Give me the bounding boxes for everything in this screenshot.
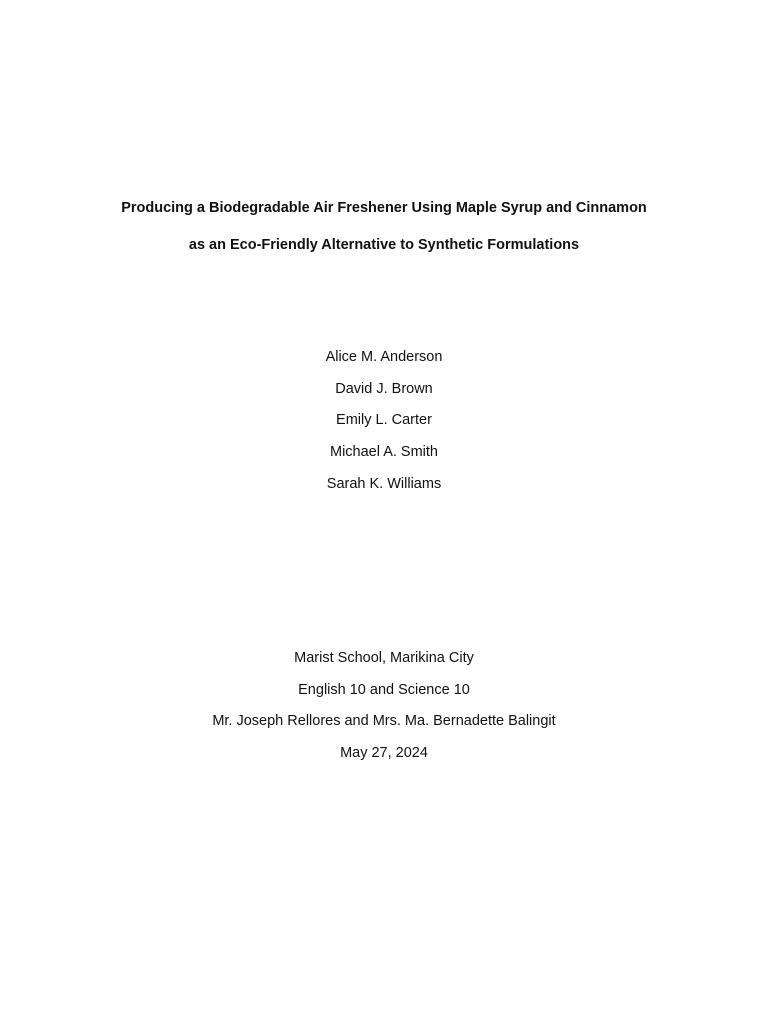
author-name: Emily L. Carter [336, 412, 432, 429]
paper-title-line-1: Producing a Biodegradable Air Freshener Using Maple Syrup and Cinnamon [121, 200, 647, 216]
school-name: Marist School, Marikina City [294, 650, 474, 666]
course-names: English 10 and Science 10 [298, 681, 470, 698]
paper-title-line-2: as an Eco-Friendly Alternative to Synthetic Formulations [188, 237, 580, 253]
author-name: Michael A. Smith [330, 444, 438, 461]
institution-info [0, 648, 768, 775]
submission-date: May 27, 2024 [340, 745, 428, 762]
author-name: Alice M. Anderson [325, 349, 443, 365]
instructor-names: Mr. Joseph Rellores and Mrs. Ma. Bernadette Balingit [212, 713, 556, 730]
authors-list [0, 347, 768, 505]
author-name: Sarah K. Williams [326, 475, 442, 492]
author-name: David J. Brown [335, 380, 433, 397]
title-section [0, 198, 768, 255]
